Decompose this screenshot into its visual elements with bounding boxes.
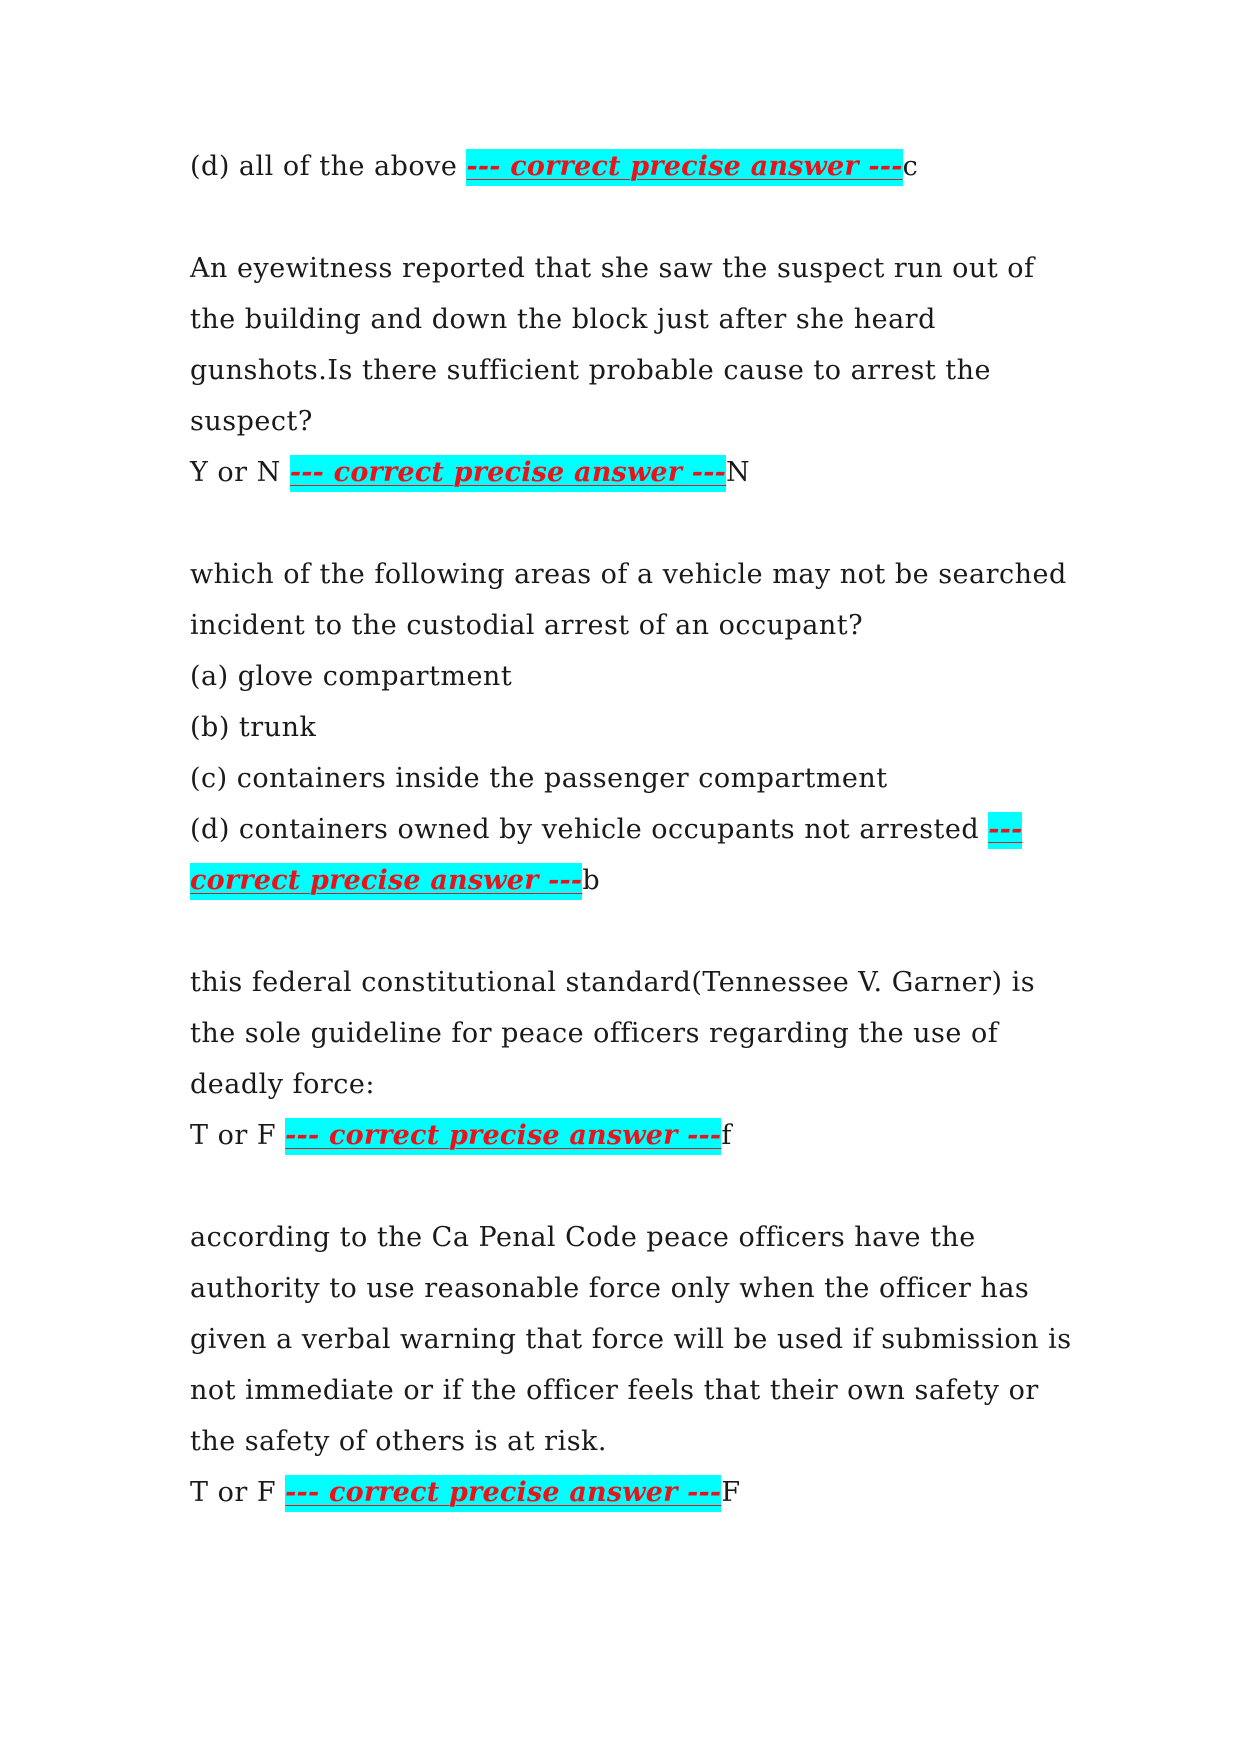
text-line xyxy=(190,1416,1070,1467)
text-line xyxy=(190,1110,1070,1161)
text-line xyxy=(190,855,1070,906)
line-text: the safety of others is at risk. xyxy=(190,1426,608,1457)
line-text: T or F xyxy=(190,1477,286,1508)
line-text: (d) all of the above xyxy=(190,151,467,182)
text-line xyxy=(190,600,1070,651)
line-text: the building and down the block just after she heard xyxy=(190,304,936,335)
line-text: the sole guideline for peace officers regarding the use of xyxy=(190,1018,999,1049)
paragraph-gap xyxy=(190,906,1070,957)
question-block xyxy=(190,957,1070,1161)
text-line xyxy=(190,549,1070,600)
answer-highlight: --- correct precise answer --- xyxy=(290,455,726,492)
answer-highlight: --- correct precise answer --- xyxy=(285,1118,721,1155)
text-line xyxy=(190,1467,1070,1518)
answer-highlight: --- xyxy=(988,812,1022,849)
line-text: incident to the custodial arrest of an occupant? xyxy=(190,610,864,641)
line-text: authority to use reasonable force only when the officer has xyxy=(190,1273,1030,1304)
answer-highlight: --- correct precise answer --- xyxy=(466,149,902,186)
text-line xyxy=(190,141,1070,192)
line-text: An eyewitness reported that she saw the suspect run out of xyxy=(190,253,1035,284)
answer-highlight: correct precise answer --- xyxy=(190,863,582,900)
line-text: T or F xyxy=(190,1120,286,1151)
question-block xyxy=(190,1212,1070,1518)
answer-value: N xyxy=(726,457,751,488)
text-line xyxy=(190,345,1070,396)
line-text: which of the following areas of a vehicle may not be searched xyxy=(190,559,1067,590)
text-line xyxy=(190,396,1070,447)
text-line xyxy=(190,1008,1070,1059)
text-line xyxy=(190,1314,1070,1365)
line-text: (d) containers owned by vehicle occupants not arrested xyxy=(190,814,989,845)
line-text: given a verbal warning that force will be used if submission is xyxy=(190,1324,1072,1355)
text-line xyxy=(190,447,1070,498)
line-text: gunshots.Is there sufficient probable cause to arrest the xyxy=(190,355,991,386)
answer-value: f xyxy=(721,1120,732,1151)
text-line xyxy=(190,957,1070,1008)
text-line xyxy=(190,1365,1070,1416)
text-line xyxy=(190,1212,1070,1263)
line-text: (c) containers inside the passenger compartment xyxy=(190,763,888,794)
text-line xyxy=(190,1059,1070,1110)
line-text: (a) glove compartment xyxy=(190,661,513,692)
line-text: Y or N xyxy=(190,457,290,488)
text-line xyxy=(190,804,1070,855)
line-text: not immediate or if the officer feels that their own safety or xyxy=(190,1375,1039,1406)
text-line xyxy=(190,651,1070,702)
answer-value: F xyxy=(721,1477,741,1508)
line-text: according to the Ca Penal Code peace officers have the xyxy=(190,1222,976,1253)
question-block xyxy=(190,243,1070,498)
text-line xyxy=(190,243,1070,294)
answer-value: c xyxy=(902,151,919,182)
line-text: this federal constitutional standard(Tennessee V. Garner) is xyxy=(190,967,1036,998)
text-line xyxy=(190,1263,1070,1314)
paragraph-gap xyxy=(190,1161,1070,1212)
answer-highlight: --- correct precise answer --- xyxy=(285,1475,721,1512)
text-line xyxy=(190,702,1070,753)
paragraph-gap xyxy=(190,192,1070,243)
question-block xyxy=(190,141,1070,192)
line-text: deadly force: xyxy=(190,1069,375,1100)
document-body xyxy=(190,141,1070,1518)
line-text: suspect? xyxy=(190,406,313,437)
text-line xyxy=(190,294,1070,345)
answer-value: b xyxy=(582,865,601,896)
text-line xyxy=(190,753,1070,804)
line-text: (b) trunk xyxy=(190,712,317,743)
paragraph-gap xyxy=(190,498,1070,549)
question-block xyxy=(190,549,1070,906)
